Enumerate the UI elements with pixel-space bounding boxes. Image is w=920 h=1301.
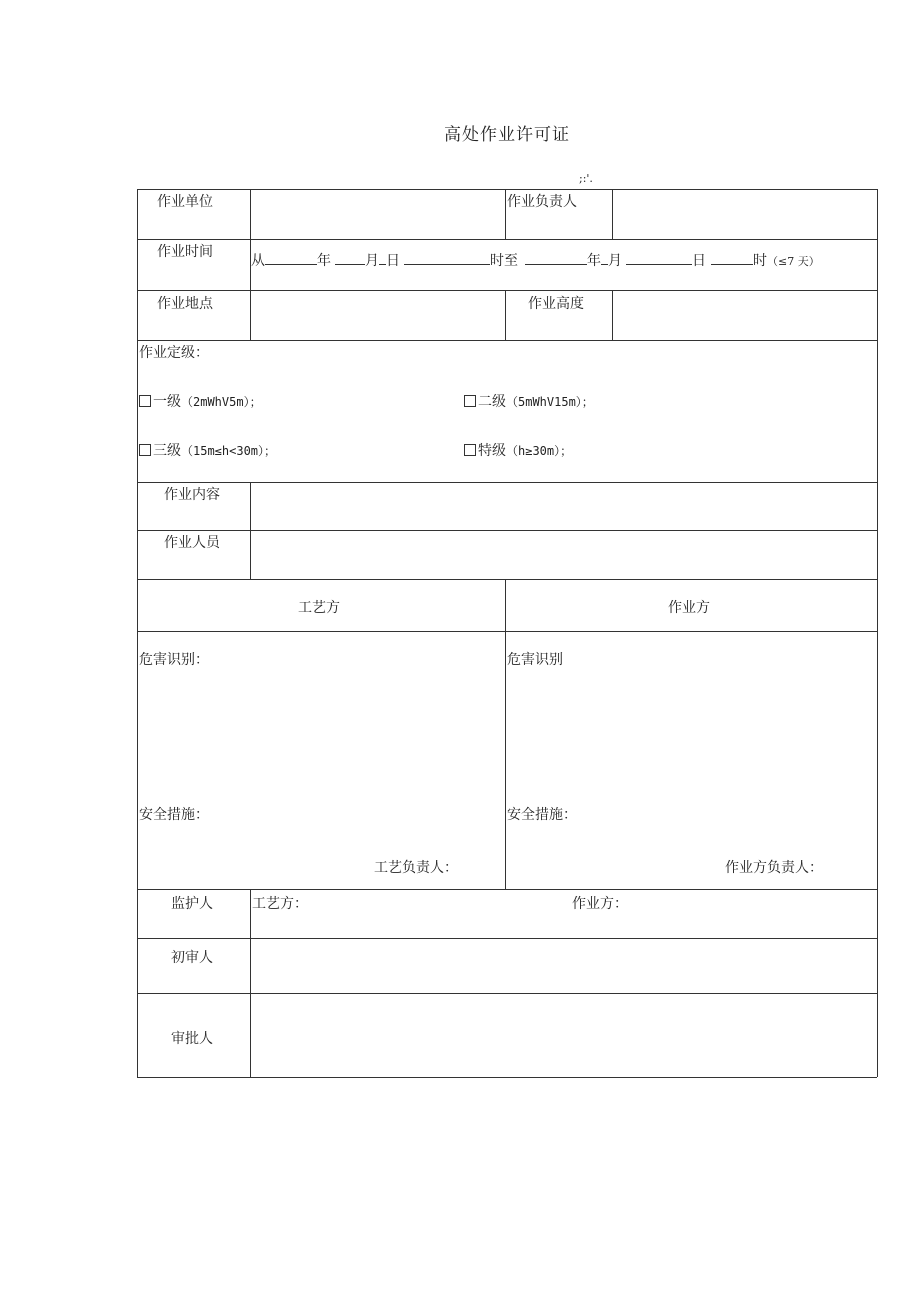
time-label: 作业时间 <box>157 244 213 260</box>
grade-range: （h≥30m）； <box>506 444 573 458</box>
time-hour-to: 时至 <box>490 253 518 269</box>
place-field[interactable] <box>252 292 503 338</box>
grade-option-4[interactable] <box>464 440 572 460</box>
checkbox-icon[interactable] <box>139 444 151 456</box>
guardian-operation-label: 作业方： <box>572 896 628 912</box>
place-label: 作业地点 <box>157 296 213 312</box>
safety-right-label: 安全措施： <box>507 807 577 823</box>
operation-leader-label: 作业方负责人： <box>725 860 823 876</box>
checkbox-icon[interactable] <box>464 395 476 407</box>
process-leader-label: 工艺负责人： <box>374 860 458 876</box>
safety-left-label: 安全措施： <box>139 807 209 823</box>
time-month: 月 <box>365 253 379 269</box>
grade-option-2[interactable] <box>464 391 594 411</box>
grade-range: （5mWhV15m）； <box>506 395 594 409</box>
hazard-left-label: 危害识别： <box>139 652 209 668</box>
leader-label: 作业负责人 <box>507 194 577 210</box>
time-day2: 日 <box>692 253 706 269</box>
time-field[interactable] <box>251 250 820 270</box>
time-year: 年 <box>317 253 331 269</box>
grade-option-3[interactable] <box>139 440 276 460</box>
grade-range: （2mWhV5m）； <box>181 395 262 409</box>
time-from: 从 <box>251 253 265 269</box>
content-field[interactable] <box>252 484 875 528</box>
approver-label: 审批人 <box>171 1031 213 1047</box>
checkbox-icon[interactable] <box>464 444 476 456</box>
personnel-label: 作业人员 <box>164 535 220 551</box>
grade-name: 二级 <box>478 394 506 410</box>
guardian-process-label: 工艺方： <box>252 896 308 912</box>
grade-label: 作业定级： <box>139 345 209 361</box>
content-label: 作业内容 <box>164 487 220 503</box>
time-month2: 月 <box>608 253 622 269</box>
personnel-field[interactable] <box>252 532 875 577</box>
height-label: 作业高度 <box>528 296 584 312</box>
first-review-label: 初审人 <box>171 950 213 966</box>
time-limit: （≤7 天） <box>767 255 820 268</box>
hazard-right-label: 危害识别 <box>507 652 563 668</box>
checkbox-icon[interactable] <box>139 395 151 407</box>
leader-field[interactable] <box>614 191 875 237</box>
time-year2: 年 <box>587 253 601 269</box>
height-field[interactable] <box>614 292 875 338</box>
time-hour2: 时 <box>753 253 767 269</box>
process-side-header: 工艺方 <box>298 600 340 616</box>
grade-range: （15m≤h<30m）； <box>181 444 277 458</box>
unit-field[interactable] <box>252 191 503 237</box>
stray-mark: ;:'. <box>579 172 593 185</box>
first-review-field[interactable] <box>252 940 875 991</box>
page-title: 高处作业许可证 <box>444 125 570 145</box>
operation-side-header: 作业方 <box>668 600 710 616</box>
grade-name: 三级 <box>153 443 181 459</box>
grade-option-1[interactable] <box>139 391 262 411</box>
grade-name: 特级 <box>478 443 506 459</box>
grade-name: 一级 <box>153 394 181 410</box>
unit-label: 作业单位 <box>157 194 213 210</box>
guardian-label: 监护人 <box>171 896 213 912</box>
time-day: 日 <box>386 253 400 269</box>
approver-field[interactable] <box>252 995 875 1075</box>
